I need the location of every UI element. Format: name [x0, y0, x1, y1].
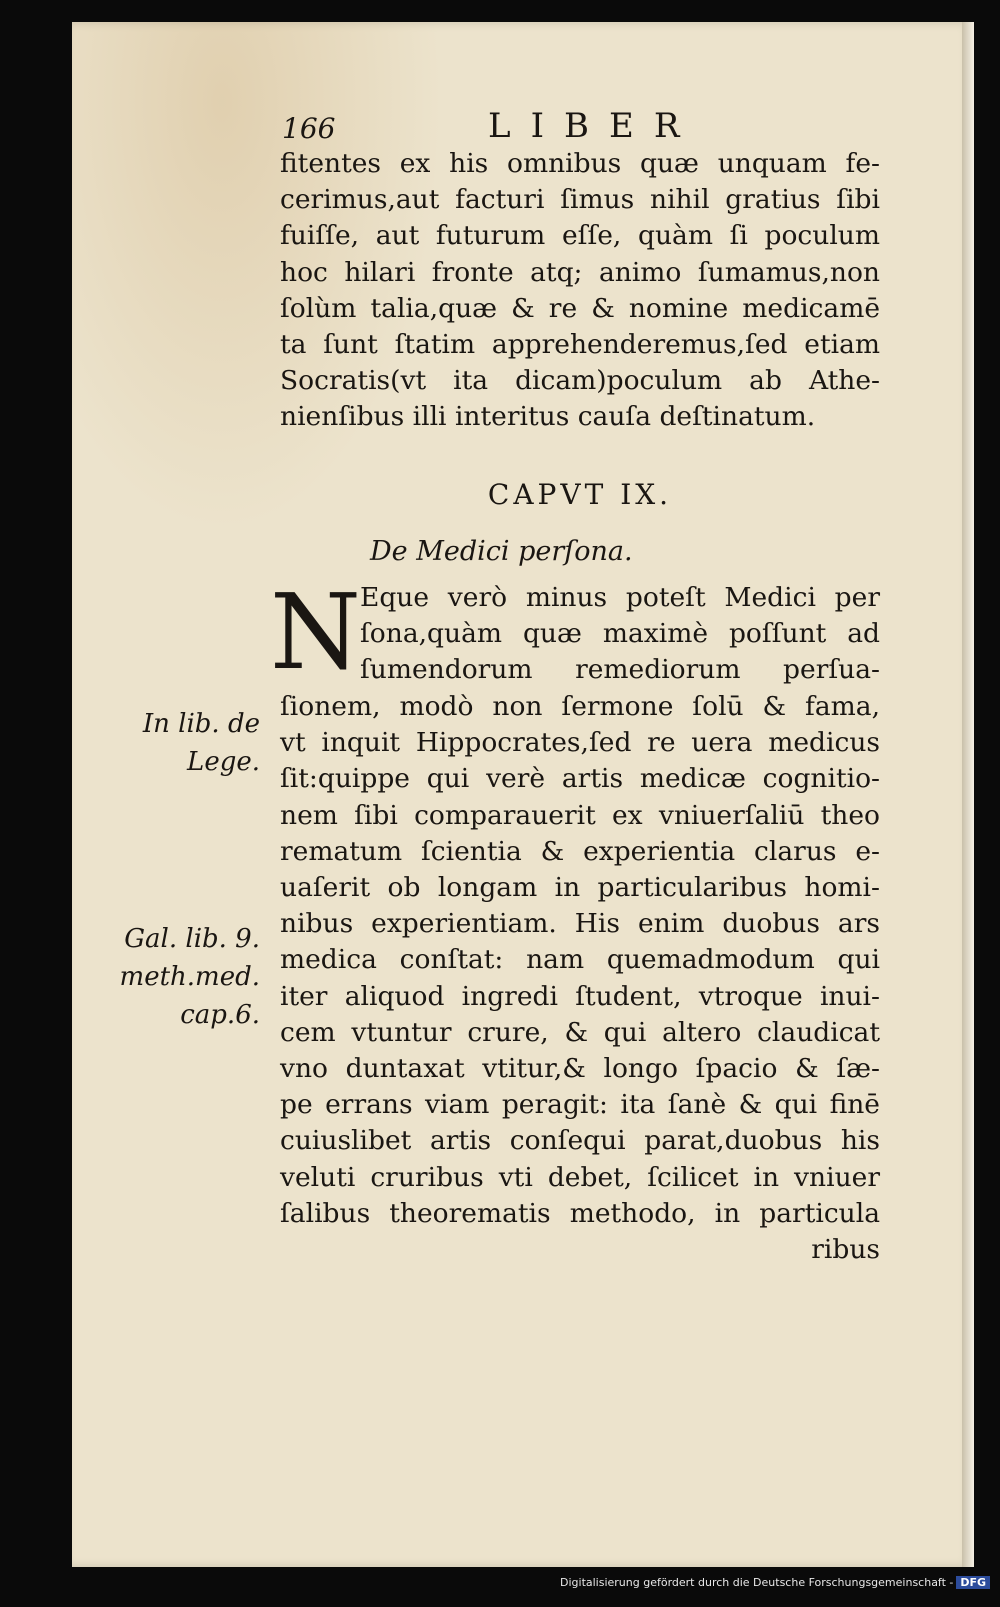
page-edge [962, 22, 974, 1567]
margin-note-line: In lib. de [142, 709, 260, 739]
margin-note-line: Lege. [187, 747, 260, 777]
scan-footer [560, 1576, 990, 1589]
text-line: cerimus,aut facturi ſimus nihil gratius ſibi [280, 184, 880, 216]
text-line: fuiſſe, aut futurum eſſe, quàm ſi poculum [280, 220, 880, 252]
text-line: Eque verò minus poteſt Medici per [360, 582, 880, 613]
text-line: cuiuslibet artis conſequi parat,duobus his [280, 1125, 880, 1157]
margin-note-2 [100, 920, 260, 1034]
text-line: vt inquit Hippocrates,ſed re uera medicus [280, 727, 880, 759]
text-line: nienſibus illi interitus cauſa deſtinatum. [280, 401, 816, 433]
drop-cap-initial: N [270, 571, 361, 693]
text-line: nibus experientiam. His enim duobus ars [280, 908, 880, 940]
text-line: ſona,quàm quæ maximè poſſunt ad [360, 618, 880, 650]
text-line: ſionem, modò non ſermone ſolū & fama, [280, 691, 880, 722]
margin-note-line: Gal. lib. 9. [124, 924, 260, 954]
scan-credit-text: Digitalisierung gefördert durch die Deutsche Forschungsgemeinschaft - [560, 1576, 954, 1589]
text-line: ſit:quippe qui verè artis medicæ cognitio- [280, 763, 880, 795]
margin-note-line: meth.med. [119, 962, 260, 992]
text-line: veluti cruribus vti debet, ſcilicet in vniuer [280, 1161, 880, 1193]
text-line: uaſerit ob longam in particularibus homi- [280, 872, 880, 904]
running-head: LIBER [488, 106, 700, 146]
text-line: ta ſunt ſtatim apprehenderemus,ſed etiam [280, 329, 880, 361]
paragraph-2-opening [360, 580, 880, 689]
paragraph-1 [280, 146, 880, 436]
text-line: Socratis(vt ita dicam)poculum ab Athe- [280, 365, 880, 397]
text-line: ſumendorum remediorum perſua- [360, 654, 880, 686]
text-line: cem vtuntur crure, & qui altero claudicat [280, 1016, 880, 1048]
text-line: nem ſibi comparauerit ex vniuerſaliū theo [280, 799, 880, 831]
catchword: ribus [811, 1234, 880, 1266]
text-line: ſalibus theorematis methodo, in particula [280, 1197, 880, 1229]
dfg-logo: DFG [956, 1576, 990, 1589]
text-line: vno duntaxat vtitur,& longo ſpacio & ſæ- [280, 1053, 880, 1085]
text-line: iter aliquod ingredi ſtudent, vtroque inui- [280, 980, 880, 1012]
text-line: medica conſtat: nam quemadmodum qui [280, 944, 880, 976]
text-line: hoc hilari fronte atq; animo ſumamus,non [280, 256, 880, 288]
text-line: pe errans viam peragit: ita ſanè & qui finē [280, 1089, 880, 1121]
margin-note-1 [130, 705, 260, 781]
chapter-subtitle: De Medici perſona. [370, 536, 633, 567]
text-line: ſolùm talia,quæ & re & nomine medicamē [280, 292, 880, 324]
paragraph-2 [280, 689, 880, 1268]
chapter-title: CAPVT IX. [487, 478, 673, 511]
text-line: rematum ſcientia & experientia clarus e- [280, 835, 880, 867]
page-number: 166 [282, 112, 336, 145]
margin-note-line: cap.6. [180, 1000, 260, 1030]
text-line: fitentes ex his omnibus quæ unquam fe- [280, 148, 880, 179]
